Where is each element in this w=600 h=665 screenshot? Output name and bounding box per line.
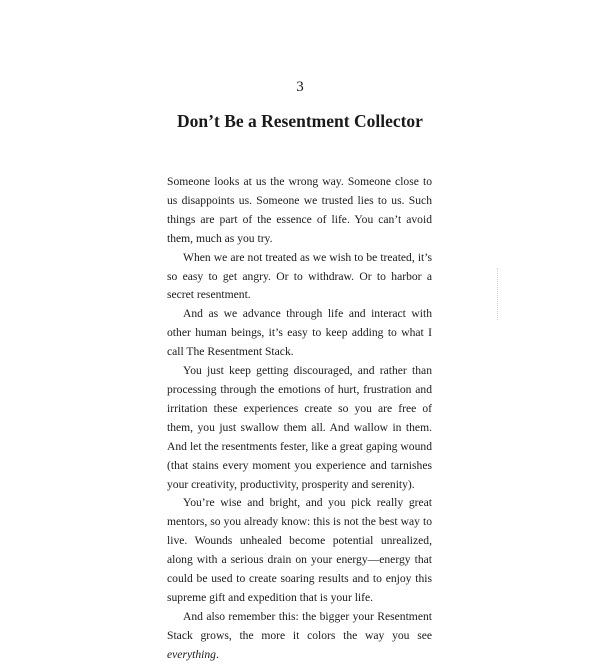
paragraph: Someone looks at us the wrong way. Someone close to us disappoints us. Someone we trusted lies to us. Such things are part of the essence of life. You can’t avoid them, much as you try. xyxy=(167,175,432,245)
emphasis-text: everything xyxy=(167,647,216,661)
paragraph: And as we advance through life and interact with other human beings, it’s easy to keep adding to what I call The Resentment Stack. xyxy=(167,307,432,359)
paragraph-end: . xyxy=(215,647,219,661)
chapter-body xyxy=(167,173,432,665)
chapter-title: Don’t Be a Resentment Collector xyxy=(177,111,423,131)
page-edge-mark xyxy=(497,268,501,320)
paragraph: You’re wise and bright, and you pick really great mentors, so you already know: this is not the best way to live. Wounds unhealed become potential unrealized, along with a serious drain on your energy—energy that could be used to create soaring results and to enjoy this supreme gift and expedition that is your life. xyxy=(167,496,432,604)
paragraph: You just keep getting discouraged, and rather than processing through the emotions of hurt, frustration and irritation these experiences create so you are free of them, you just swallow them all. And wallow in them. And let the resentments fester, like a great gaping wound (that stains every moment you experience and tarnishes your creativity, productivity, prosperity and serenity). xyxy=(167,364,432,491)
paragraph-last xyxy=(167,608,432,665)
chapter-number: 3 xyxy=(296,79,304,95)
paragraph: When we are not treated as we wish to be treated, it’s so easy to get angry. Or to withdraw. Or to harbor a secret resentment. xyxy=(167,250,432,302)
paragraph-text: And also remember this: the bigger your Resentment Stack grows, the more it colors the way you see xyxy=(167,609,432,642)
